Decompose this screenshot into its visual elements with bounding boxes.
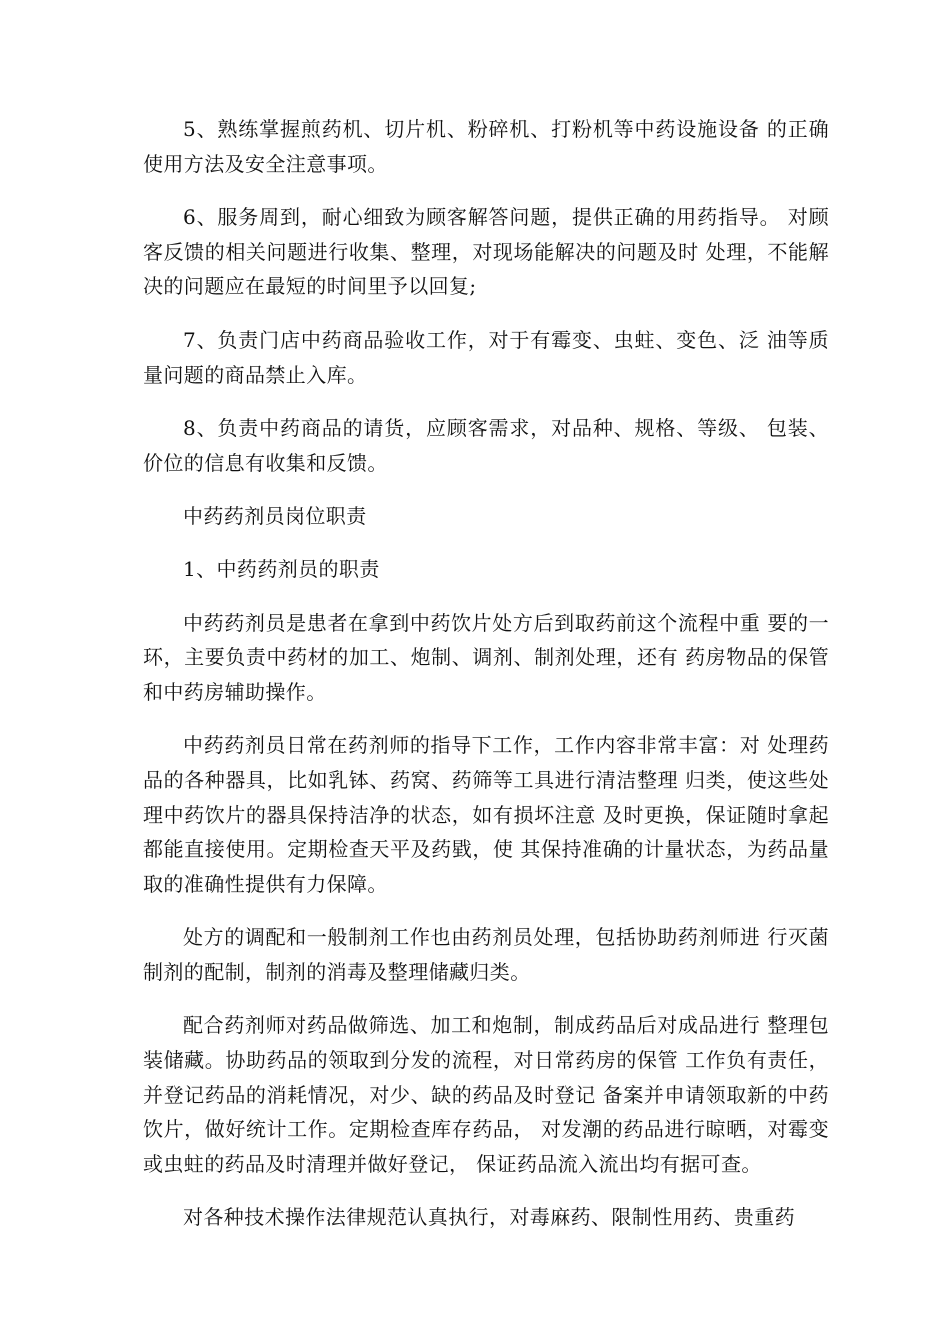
paragraph-role-overview: 中药药剂员是患者在拿到中药饮片处方后到取药前这个流程中重 要的一环，主要负责中药材的加工、炮制、调剂、制剂处理，还有 药房物品的保管和中药房辅助操作。 [143,610,829,704]
paragraph-item-7: 7、负责门店中药商品验收工作，对于有霉变、虫蛀、变色、泛 油等质量问题的商品禁止入库。 [143,327,829,387]
paragraph-prescription: 处方的调配和一般制剂工作也由药剂员处理，包括协助药剂师进 行灭菌制剂的配制，制剂的消毒及整理储藏归类。 [143,925,829,984]
paragraph-processing-storage: 配合药剂师对药品做筛选、加工和炮制，制成药品后对成品进行 整理包装储藏。协助药品的领取到分发的流程，对日常药房的保管 工作负有责任，并登记药品的消耗情况，对少、缺的药品及时登记 备案并申请领取新的中药饮片，做好统计工作。定期检查库存药品， 对发潮的药品进行晾晒，对霉变或虫蛀的药品及时清理并做好登记， 保证药品流入流出均有据可查。 [143,1013,829,1176]
paragraph-item-8: 8、负责中药商品的请货，应顾客需求，对品种、规格、等级、 包装、价位的信息有收集和反馈。 [143,416,829,475]
paragraph-daily-work: 中药药剂员日常在药剂师的指导下工作，工作内容非常丰富：对 处理药品的各种器具，比如乳钵、药窝、药筛等工具进行清洁整理 归类，使这些处理中药饮片的器具保持洁净的状态，如有损坏注意 及时更换，保证随时拿起都能直接使用。定期检查天平及药戥，使 其保持准确的计量状态，为药品量取的准确性提供有力保障。 [143,733,829,896]
paragraph-item-6: 6、服务周到，耐心细致为顾客解答问题，提供正确的用药指导。 对顾客反馈的相关问题进行收集、整理，对现场能解决的问题及时 处理，不能解决的问题应在最短的时间里予以回复; [143,205,829,299]
section-heading: 中药药剂员岗位职责 [183,504,367,529]
paragraph-item-5: 5、熟练掌握煎药机、切片机、粉碎机、打粉机等中药设施设备 的正确使用方法及安全注意事项。 [143,117,829,176]
document-body [143,112,829,1254]
paragraph-regulations: 对各种技术操作法律规范认真执行，对毒麻药、限制性用药、贵重药 [183,1205,795,1230]
subsection-heading: 1、中药药剂员的职责 [183,556,380,581]
